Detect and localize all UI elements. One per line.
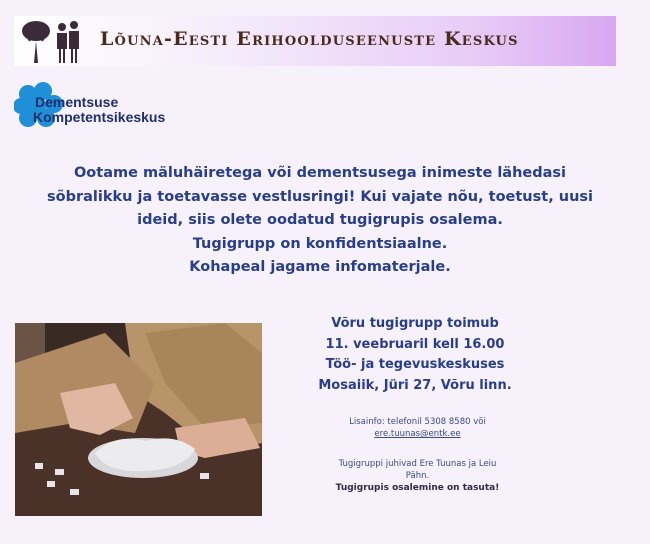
meeting-line: Mosaiik, Jüri 27, Võru linn.	[318, 377, 512, 393]
puzzle-hands-photo	[15, 323, 262, 516]
header-banner	[14, 16, 616, 66]
intro-line: ideid, siis olete oodatud tugigrupis osalema.	[137, 212, 503, 228]
intro-line: Tugigrupp on konfidentsiaalne.	[192, 235, 448, 252]
logo-text	[35, 95, 165, 125]
leaders-line: Pähn.	[405, 471, 430, 481]
banner-title: Lõuna-Eesti Erihoolduseenuste Keskus	[100, 28, 519, 50]
leaders-line: Tugigruppi juhivad Ere Tuunas ja Leiu	[338, 459, 497, 469]
contact-phone: Lisainfo: telefonil 5308 8580 või	[349, 417, 486, 427]
intro-text	[40, 162, 600, 280]
intro-line: Kohapeal jagame infomaterjale.	[189, 259, 451, 275]
free-participation-note: Tugigrupis osalemine on tasuta!	[335, 483, 500, 493]
logo-line-2: Kompetentsikeskus	[33, 109, 166, 125]
meeting-info	[295, 314, 535, 396]
tree-and-people-icon	[20, 17, 92, 65]
intro-line: sõbralikku ja toetavasse vestlusringi! Kui vajate nõu, toetust, uusi	[47, 188, 593, 205]
meeting-line: Töö- ja tegevuskeskuses	[325, 357, 505, 372]
leaders-info	[300, 458, 535, 494]
contact-email-link[interactable]: ere.tuunas@entk.ee	[374, 429, 461, 439]
contact-info	[300, 416, 535, 440]
meeting-line: 11. veebruaril kell 16.00	[325, 336, 505, 352]
logo-line-1: Dementsuse	[35, 94, 119, 110]
meeting-line: Võru tugigrupp toimub	[331, 316, 499, 331]
intro-line: Ootame mäluhäiretega või dementsusega inimeste lähedasi	[73, 165, 567, 181]
